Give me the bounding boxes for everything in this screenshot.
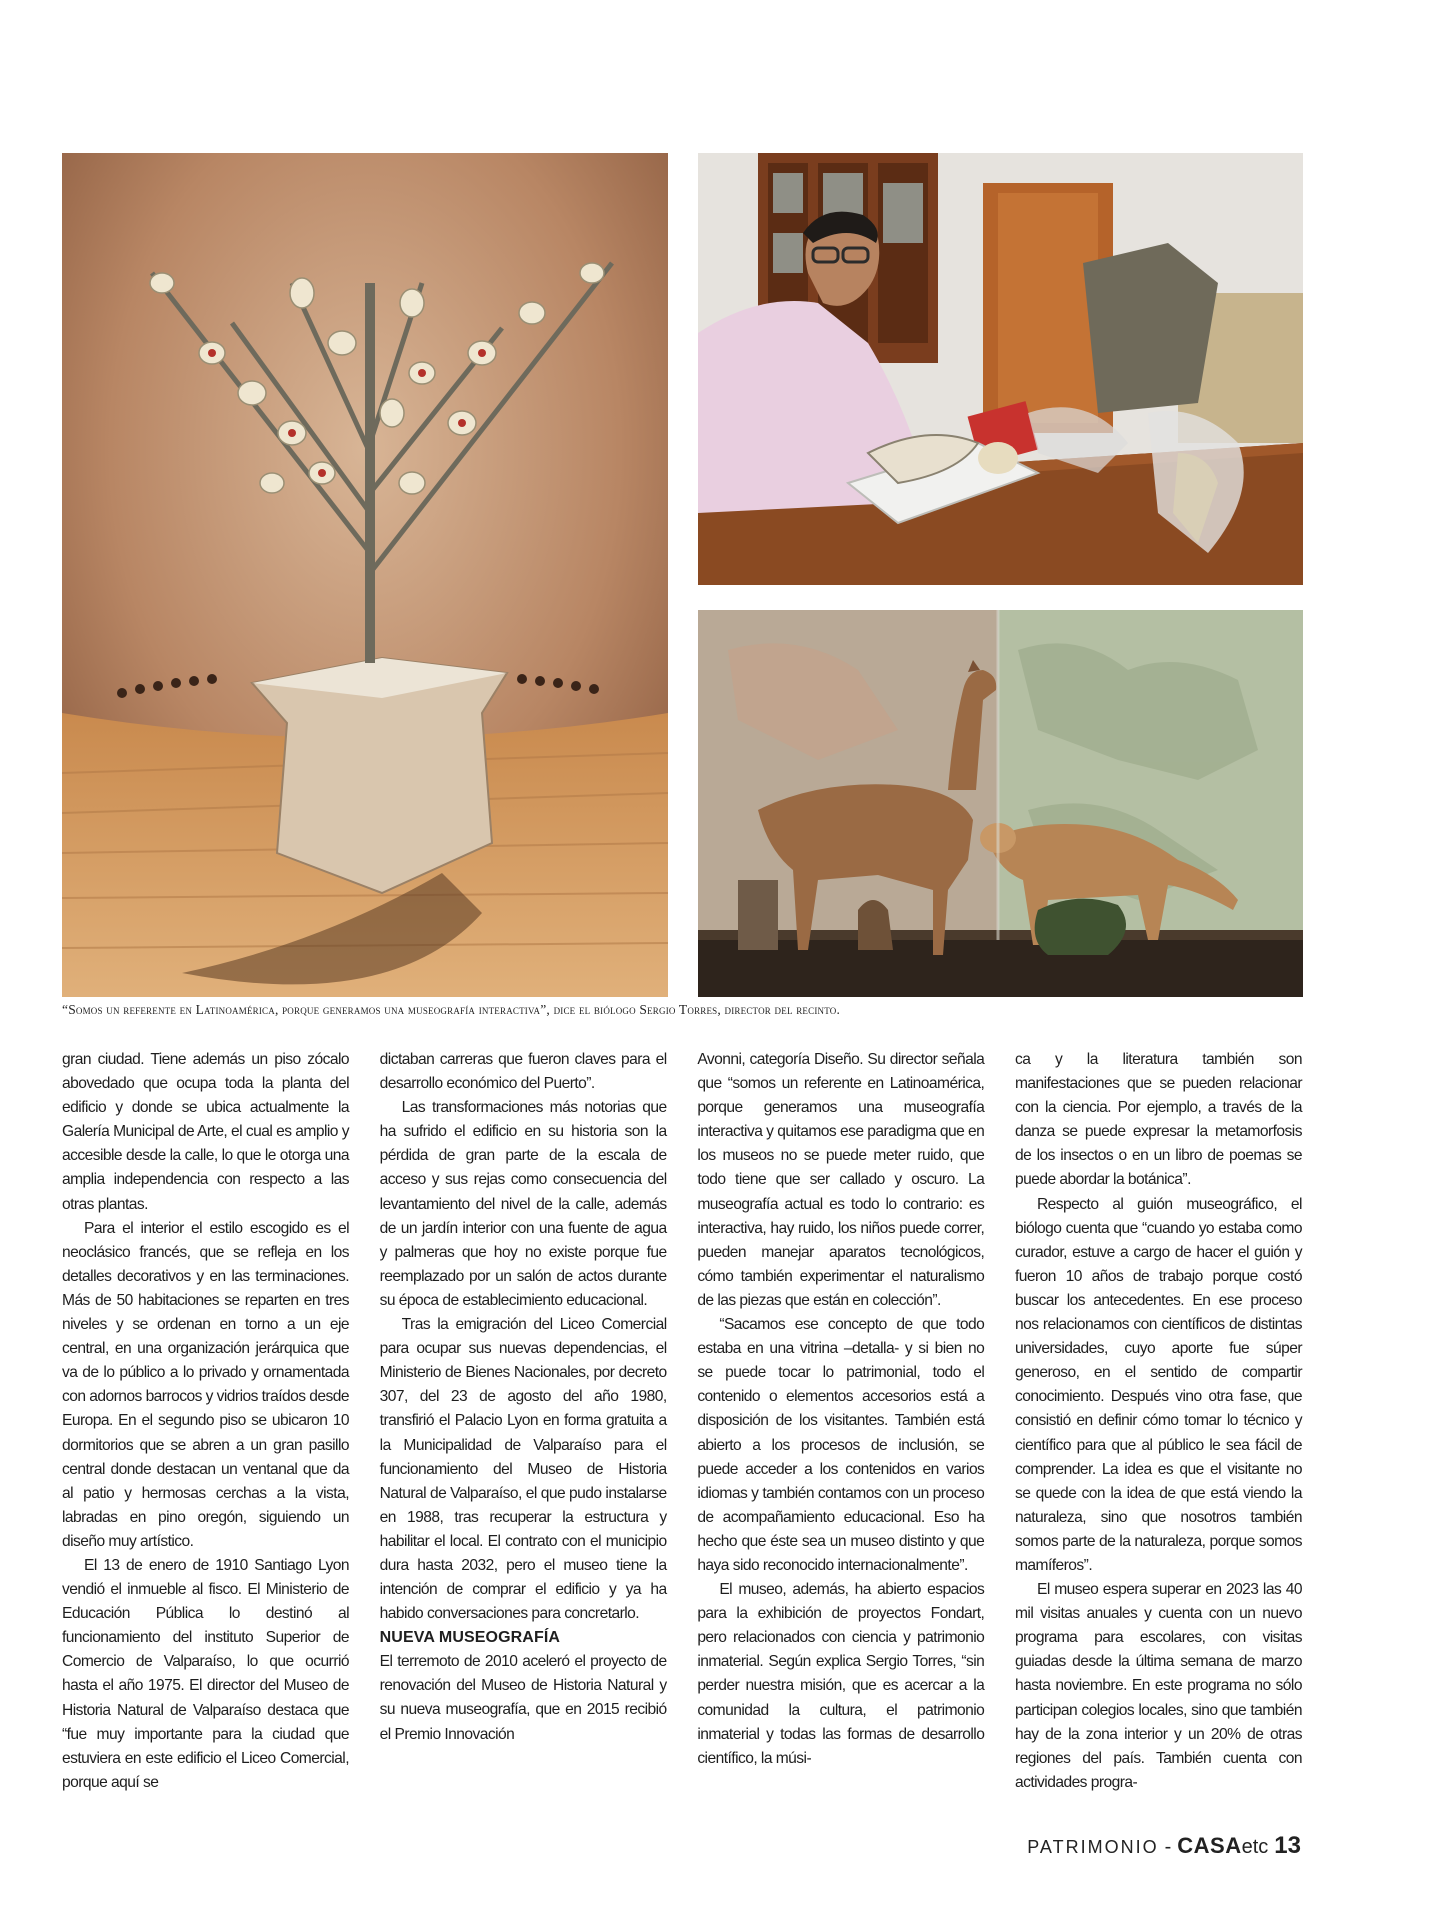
paragraph: Tras la emigración del Liceo Comercial para ocupar sus nuevas dependencias, el Ministerio de Bienes Nacionales, por decreto 307, del 23 de agosto del año 1980, transfirió el Palacio Lyon en forma gratuita a la Municipalidad de Valparaíso para el funcionamiento del Museo de Historia Natural de Valparaíso, el que pudo instalarse en 1988, tras recuperar la estructura y habilitar el local. El contrato con el municipio dura hasta 2032, pero el museo tiene la intención de comprar el edificio y ya ha habido conversaciones para concretarlo. [379, 1316, 667, 1623]
tree-sculpture-photo [62, 153, 668, 997]
paragraph: Avonni, categoría Diseño. Su director señala que “somos un referente en Latinoamérica, porque generamos una museografía interactiva y quitamos ese paradigma que en los museos no se puede meter ruido, que todo tiene que ser callado y oscuro. La museografía actual es todo lo contrario: es interactiva, hay ruido, los niños puede correr, pueden manejar aparatos tecnológicos, cómo también experimentar el naturalismo de las piezas que están en colección”. [697, 1051, 985, 1309]
section-subheading: NUEVA MUSEOGRAFÍA [379, 1629, 561, 1647]
director-portrait-photo [698, 153, 1303, 585]
footer-brand-suffix: etc [1241, 1836, 1269, 1858]
paragraph: Respecto al guión museográfico, el biólogo cuenta que “cuando yo estaba como curador, estuve a cargo de hacer el guión y fueron 10 años de trabajo porque costó buscar los antecedentes. En ese proceso nos relacionamos con científicos de distintas universidades, cuyo aporte fue súper generoso, en el sentido de compartir conocimiento. Después vino otra fase, que consistió en definir cómo tomar lo técnico y científico para que al público le sea fácil de comprender. La idea es que el visitante no se quede con la idea de que está viendo la naturaleza, sino que nosotros también somos parte de la naturaleza, porque somos mamíferos”. [1014, 1195, 1302, 1574]
paragraph: El 13 de enero de 1910 Santiago Lyon vendió el inmueble al fisco. El Ministerio de Educación Pública lo destinó al funcionamiento del instituto Superior de Comercio de Valparaíso, lo que ocurrió hasta el año 1975. El director del Museo de Historia Natural de Valparaíso destaca que “fue muy importante para la ciudad que estuviera en este edificio el Liceo Comercial, porque aquí se [62, 1556, 349, 1791]
paragraph: El museo espera superar en 2023 las 40 mil visitas anuales y cuenta con un nuevo programa para escolares, con visitas guiadas desde la última semana de marzo hasta noviembre. En este programa no sólo participan colegios locales, sino que también hay de la zona interior y un 20% de otras regiones del país. También cuenta con actividades progra- [1014, 1581, 1302, 1791]
taxidermy-exhibit-photo [698, 610, 1303, 997]
paragraph: El museo, además, ha abierto espacios para la exhibición de proyectos Fondart, pero relacionados con ciencia y patrimonio inmaterial. Según explica Sergio Torres, “sin perder nuestra misión, que es acercar a la comunidad la cultura, el patrimonio inmaterial y todas las formas de desarrollo científico, la músi- [697, 1581, 985, 1767]
paragraph: Para el interior el estilo escogido es el neoclásico francés, que se refleja en los detalles decorativos y en las terminaciones. Más de 50 habitaciones se reparten en tres niveles y se ordenan en torno a un eje central, en una organización jerárquica que va de lo público a lo privado y ornamentada con adornos barrocos y vidrios traídos desde Europa. En el segundo piso se ubicaron 10 dormitorios que se abren a un gran pasillo central donde destacan un ventanal que da al patio y hermosas cerchas a la vista, labradas en pino oregón, siguiendo un diseño muy artístico. [62, 1219, 349, 1550]
article-column-1 [62, 1048, 349, 1818]
footer-section-name: PATRIMONIO [1027, 1837, 1159, 1857]
page-footer [1027, 1832, 1301, 1860]
footer-brand: CASA [1177, 1833, 1242, 1858]
paragraph: El terremoto de 2010 aceleró el proyecto de renovación del Museo de Historia Natural y su nueva museografía, que en 2015 recibió el Premio Innovación [379, 1653, 667, 1743]
page-number: 13 [1274, 1832, 1301, 1859]
article-body [62, 1048, 1302, 1818]
paragraph: Las transformaciones más notorias que ha sufrido el edificio en su historia son la pérdida de gran parte de la escala de acceso y sus rejas como consecuencia del levantamiento del nivel de la calle, además de un jardín interior con una fuente de agua y palmeras que hoy no existe porque fue reemplazado por un salón de actos durante su época de establecimiento educacional. [379, 1099, 667, 1309]
taxidermy-exhibit-image [698, 610, 1303, 997]
article-column-3 [697, 1048, 984, 1818]
paragraph: “Sacamos ese concepto de que todo estaba en una vitrina –detalla- y si bien no se puede tocar lo patrimonial, todo el contenido o elementos accesorios está a disposición de los visitantes. También está abierto a los procesos de inclusión, se puede acceder a los contenidos en varios idiomas y también contamos con un proceso de acompañamiento educacional. Eso ha hecho que éste sea un museo distinto y que haya sido reconocido internacionalmente”. [697, 1316, 985, 1574]
article-column-2 [380, 1048, 667, 1818]
paragraph: gran ciudad. Tiene además un piso zócalo abovedado que ocupa toda la planta del edificio y donde se ubica actualmente la Galería Municipal de Arte, el cual es amplio y accesible desde la calle, lo que le otorga una amplia independencia con respecto a las otras plantas. [62, 1051, 349, 1213]
footer-separator: - [1164, 1836, 1172, 1858]
article-column-4 [1015, 1048, 1302, 1818]
paragraph: ca y la literatura también son manifestaciones que se pueden relacionar con la ciencia. Por ejemplo, a través de la danza se puede expresar la metamorfosis de los insectos o en un libro de poemas se puede abordar la botánica”. [1014, 1051, 1302, 1189]
tree-sculpture-image [62, 153, 668, 997]
photo-caption: “Somos un referente en Latinoamérica, porque generamos una museografía interactiva”, dice el biólogo Sergio Torres, director del recinto. [62, 1002, 841, 1017]
director-portrait-image [698, 153, 1303, 585]
paragraph: dictaban carreras que fueron claves para el desarrollo económico del Puerto”. [379, 1051, 667, 1093]
